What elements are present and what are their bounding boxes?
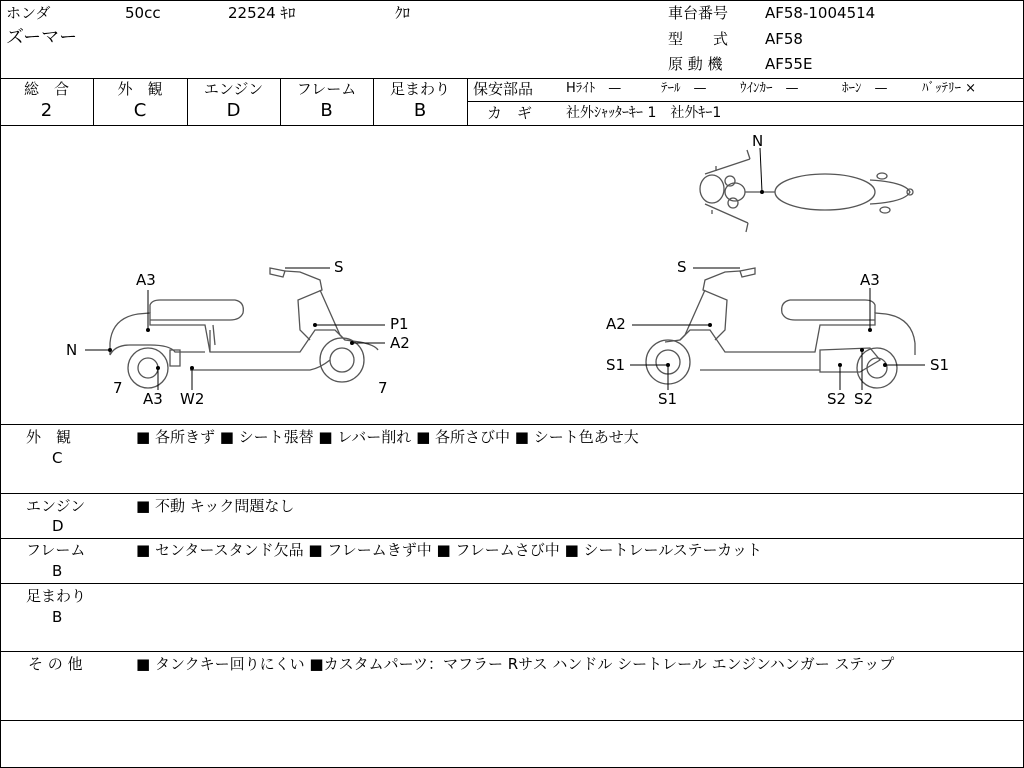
mileage: 22524 ｷﾛ [228,4,296,22]
remark-engine-grade: D [52,517,64,535]
grade-total-label: 総 合 [23,80,69,98]
grade-exterior-value: C [133,100,147,121]
label-left-7-right: 7 [378,379,388,397]
safety-headlight: Hﾗｲﾄ — [566,81,622,96]
model-name: ズーマー [6,27,78,48]
label-right-s2-b: S2 [854,390,874,408]
label-left-a2: A2 [390,334,410,352]
grade-engine-value: D [226,100,241,121]
key-value: 社外ｼｬｯﾀｰｷｰ 1 社外ｷｰ1 [566,105,722,121]
frame-no-label: 車台番号 [668,4,729,22]
label-left-7-left: 7 [113,379,123,397]
remark-frame-grade: B [52,562,63,580]
remark-engine-text: ■ 不動 キック問題なし [136,497,295,515]
maker: ホンダ [6,4,51,22]
safety-winker: ｳｲﾝｶｰ — [740,81,799,96]
remark-frame-text: ■ センタースタンド欠品 ■ フレームきず中 ■ フレームさび中 ■ シートレールステーカット [136,541,763,559]
type-label: 型 式 [668,30,729,48]
label-right-s1-left: S1 [606,356,626,374]
grade-engine-label: エンジン [203,80,264,98]
type-value: AF58 [765,30,803,48]
top-view-scooter [700,150,913,232]
label-right-a2: A2 [606,315,626,333]
label-top-n: N [752,132,764,150]
remark-engine-label: エンジン [26,497,86,515]
condition-diagram [0,125,1024,425]
safety-battery: ﾊﾞｯﾃﾘｰ × [922,81,977,96]
grade-total-value: 2 [40,100,53,121]
safety-taillight: ﾃｰﾙ — [661,81,707,96]
label-right-s1-bottom: S1 [658,390,678,408]
label-left-a3-bottom: A3 [143,390,163,408]
remark-frame-label: フレーム [26,541,86,559]
label-right-s: S [677,258,687,276]
remark-exterior-grade: C [52,449,63,467]
safety-horn: ﾎｰﾝ — [842,81,888,96]
grade-frame-value: B [320,100,333,121]
label-left-a3-top: A3 [136,271,156,289]
engine-label: 原 動 機 [668,55,723,73]
grade-suspension-label: 足まわり [389,80,450,98]
safety-label: 保安部品 [473,80,534,98]
displacement: 50cc [125,4,161,22]
remark-other-text: ■ タンクキー回りにくい ■カスタムパーツ：マフラー Rサス ハンドル シートレール エンジンハンガー ステップ [136,655,895,673]
grade-frame-label: フレーム [296,80,357,98]
label-right-s1-right: S1 [930,356,950,374]
frame-no: AF58-1004514 [765,4,876,22]
grade-exterior-label: 外 観 [117,80,163,98]
label-left-w2: W2 [180,390,205,408]
label-right-s2-a: S2 [827,390,847,408]
label-left-s: S [334,258,344,276]
label-left-p1: P1 [390,315,409,333]
remark-other-label: そ の 他 [28,655,83,673]
key-label: カ ギ [487,104,533,122]
grade-suspension-value: B [413,100,427,121]
remark-exterior-text: ■ 各所きず ■ シート張替 ■ レバー削れ ■ 各所さび中 ■ シート色あせ大 [136,428,639,446]
engine-value: AF55E [765,55,813,73]
remark-exterior-label: 外 観 [26,428,72,446]
label-left-n: N [66,341,78,359]
remark-suspension-grade: B [52,608,63,626]
label-right-a3: A3 [860,271,880,289]
body-color: ｸﾛ [395,4,411,22]
remark-suspension-label: 足まわり [26,587,87,605]
